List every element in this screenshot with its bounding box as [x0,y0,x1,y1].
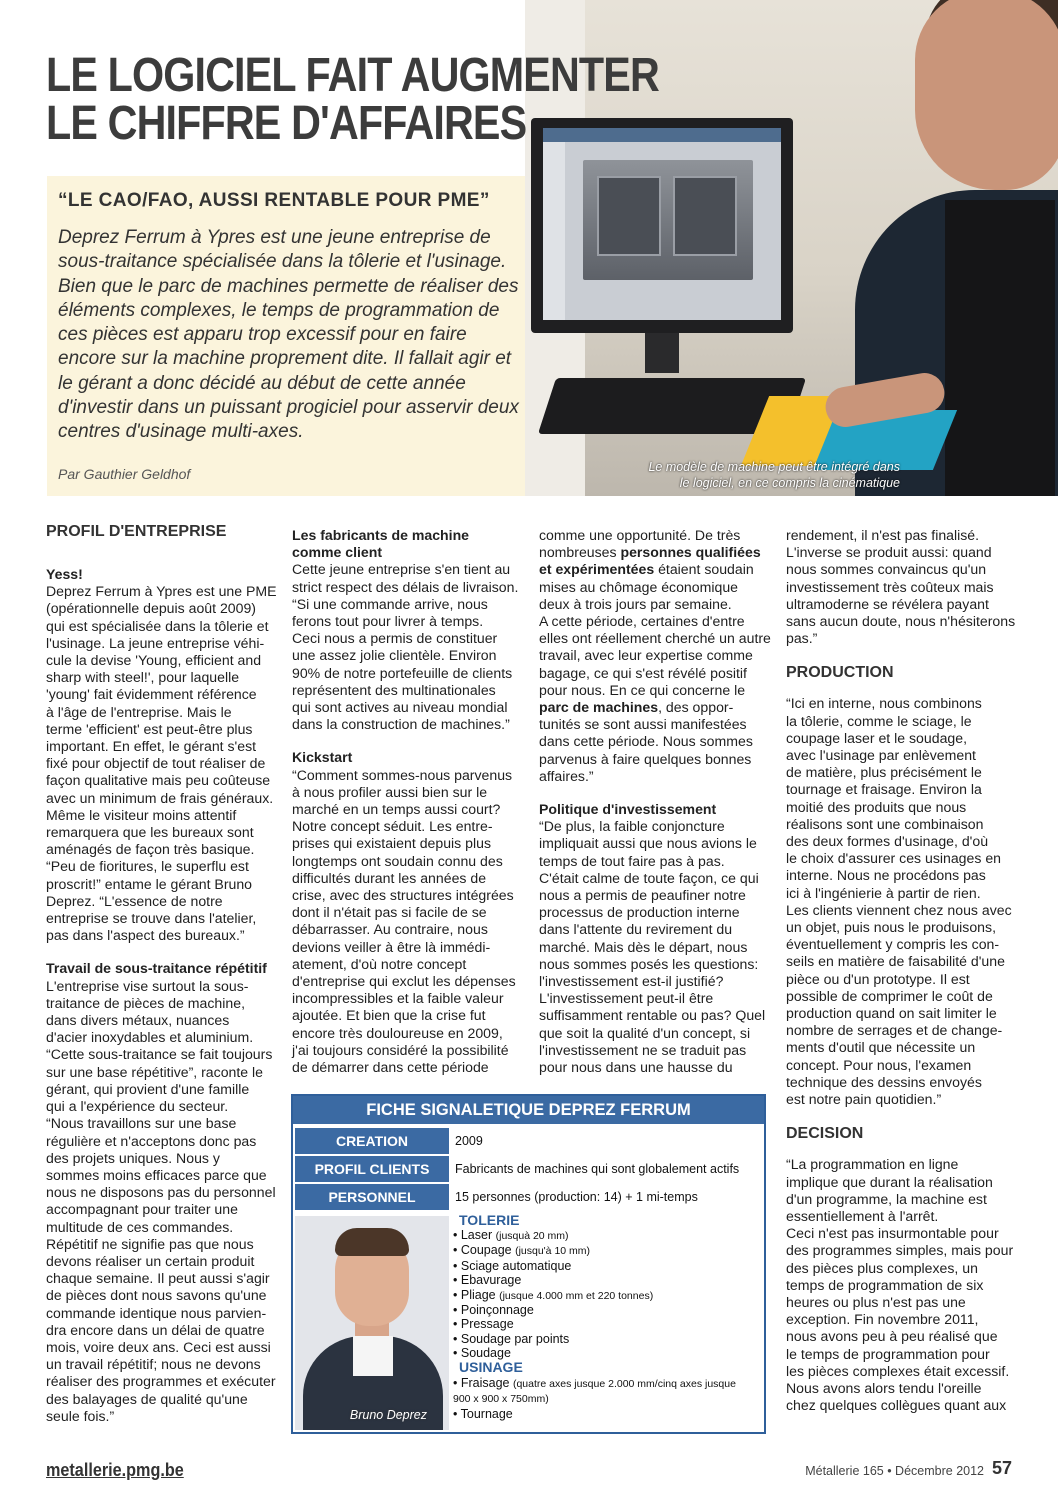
text-line: nous ne disposons pas du personnel [46,1184,276,1201]
text-line: traitance de pièces de machine, [46,994,245,1011]
text-line: d'acier inoxydables et aluminium. [46,1029,254,1046]
text-line: temps de programmation de six [786,1276,984,1293]
text-line: C'était calme de toute façon, ce qui [539,869,759,886]
text-line [539,561,771,578]
text-line: de matière, plus précisément le [786,764,982,781]
fiche-value: 2009 [455,1134,483,1148]
paragraph-kickstart [292,767,524,1077]
text-line: prises qui existaient depuis plus [292,835,491,852]
text-line: ultramoderne se révélera payant [786,595,989,612]
text-line: des pièces plus complexes, un [786,1259,978,1276]
text-line: crise, avec des structures intégrées [292,887,514,904]
text-line: exception. Fin novembre 2011, [786,1311,979,1328]
spec-main: Tournage [460,1406,513,1421]
spec-item [453,1243,763,1258]
text-line: chez quelques collègues quant aux [786,1397,1007,1414]
text-line: Même le visiteur moins attentif [46,806,237,823]
spec-item [453,1228,763,1243]
subheading-travail: Travail de sous-traitance répétitif [46,960,267,977]
text-line: rendement, il n'est pas finalisé. [786,527,980,543]
spec-title-usinage: USINAGE [459,1359,523,1375]
text-line: processus de production interne [539,904,740,921]
text-line: des programmes simples, mais pour [786,1242,1014,1259]
text-line: Répétitif ne signifie pas que nous [46,1235,254,1252]
text-line: pour nous dans une hausse du [539,1059,733,1076]
footer-issue-info: Métallerie 165 • Décembre 2012 [805,1464,984,1478]
spec-main: Pressage [460,1317,514,1332]
text-span: étaient soudain [654,561,754,578]
text-line: sans aucun doute, nous n'hésiterons [786,613,1016,630]
bold-text: et expérimentées [539,561,655,578]
intro-text: Deprez Ferrum à Ypres est une jeune entreprise de sous-traitance spécialisée dans la tôlerie et l'usinage. Bien que le parc de machines permette de réaliser des éléments complexes, le temps de programmation de ces pièces est apparu trop excessif pour en faire encore sur la machine proprement dite. Il fallait agir et le gérant a donc décidé au début de cette année d'investir dans un puissant progiciel pour asservir deux centres d'usinage multi-axes. [58,227,519,443]
spec-main: Ebavurage [460,1273,522,1288]
text-line: dans la construction de machines.” [292,716,510,733]
subheading-politique: Politique d'investissement [539,801,717,818]
text-line: longtemps ont soudain connu des [292,852,503,869]
text-line: commande identique nous parvien- [46,1304,267,1321]
bold-text: personnes qualifiées [620,544,761,561]
text-line: mois, voire deux ans. Ceci est aussi [46,1338,271,1355]
text-line: remarquera que les bureaux sont [46,824,254,841]
text-line [539,699,771,716]
byline: Par Gauthier Geldhof [58,466,191,482]
text-line: sharp with steel!', pour laquelle [46,669,240,686]
spec-item [453,1303,763,1317]
text-line: l'usinage. La jeune entreprise véhi- [46,634,265,651]
bold-text: parc de machines [539,699,659,716]
subheading-yess: Yess! [46,566,83,582]
column-4 [786,527,1018,1414]
text-line: affaires.” [539,767,594,784]
text-line: deux à trois jours par semaine. [539,595,732,612]
article-title-line-2: LE CHIFFRE D'AFFAIRES [46,97,527,150]
text-line: des balayages de qualité qu'une [46,1390,248,1407]
text-line: dra encore dans un délai de quatre [46,1321,265,1338]
spec-title-tolerie: TOLERIE [459,1212,520,1228]
text-line: “Si une commande arrive, nous [292,595,488,612]
text-line: une assez jolie clientèle. Environ [292,647,497,664]
heading-decision: DECISION [786,1125,864,1143]
spec-item [453,1376,763,1391]
text-line: L'inverse se produit aussi: quand [786,544,992,561]
text-line: Cette jeune entreprise s'en tient au [292,561,511,578]
monitor [531,118,793,333]
text-line: représentent des multinationales [292,681,496,698]
text-line: seule fois.” [46,1407,115,1424]
text-line: marché en un temps aussi court? [292,801,501,818]
paragraph-travail [46,978,278,1425]
paragraph-yess [46,583,278,944]
column-3 [539,527,771,1076]
text-line: le temps de programmation pour [786,1345,990,1362]
text-line: aménagés de façon très basique. [46,841,255,858]
text-line: “Nous travaillons sur une base [46,1115,237,1132]
spec-item [453,1332,763,1346]
subheading-fabricants-1: Les fabricants de machine [292,527,470,543]
text-line: marché. Mais dès le départ, nous [539,938,748,955]
spec-detail: (quatre axes jusque 2.000 mm/cinq axes jusque [512,1378,736,1390]
text-line: Nous avons alors tendu l'oreille [786,1379,982,1396]
fiche-row-clients [293,1156,764,1184]
spec-main: Soudage [460,1346,511,1361]
text-line: devons réaliser un certain produit [46,1252,255,1269]
text-line: qui est spécialisée dans la tôlerie et [46,617,269,634]
spec-item [453,1317,763,1331]
spec-detail: 900 x 900 x 750mm) [453,1393,549,1406]
text-line: suffisamment rentable ou pas? Quel [539,1007,766,1024]
text-line: sommes moins efficaces parce que [46,1166,267,1183]
fiche-value: 15 personnes (production: 14) + 1 mi-temps [455,1190,698,1204]
text-line: d'entreprise qui exclut les dépenses [292,973,516,990]
paragraph-fabricants [292,561,524,733]
text-line: de pièces dont nous savons qu'une [46,1287,267,1304]
spec-main: Soudage par points [460,1331,570,1346]
article-title [46,49,665,150]
text-line: façon qualitative mais peu coûteuse [46,772,271,789]
text-line: Les clients viennent chez nous avec [786,901,1012,918]
text-line: “Peu de fioritures, le superflu est [46,858,249,875]
text-line: “La programmation en ligne [786,1156,959,1173]
text-line: 90% de notre portefeuille de clients [292,664,513,681]
text-line: comme une opportunité. De très [539,527,741,543]
text-line: ments d'outil que nécessite un [786,1039,976,1056]
paragraph-personnel [539,579,771,699]
text-line: fixé pour objectif de tout réaliser de [46,755,266,772]
spec-list-tolerie [453,1228,763,1361]
text-line: (opérationnelle depuis août 2009) [46,600,256,617]
text-line: incompressibles et la faible valeur [292,990,504,1007]
text-line: temps de tout faire pas à pas. [539,852,725,869]
column-2 [292,527,524,1076]
spec-list-usinage [453,1376,763,1421]
text-line: réalisons sont une combinaison [786,815,984,832]
text-span: nombreuses [539,544,621,561]
fiche-key: PERSONNEL [295,1184,449,1210]
spec-main: Coupage [460,1243,516,1258]
text-line: dans cette période. Nous sommes [539,733,753,750]
text-line: bagage, ce qui s'est révélé positif [539,664,747,681]
fiche-title: FICHE SIGNALETIQUE DEPREZ FERRUM [293,1096,764,1124]
text-line: “Cette sous-traitance se fait toujours [46,1046,273,1063]
text-line: régulière et n'acceptons donc pas [46,1132,257,1149]
text-line: strict respect des délais de livraison. [292,578,519,595]
portrait-name: Bruno Deprez [349,1408,427,1422]
text-line: sur une base répétitive”, raconte le [46,1063,264,1080]
text-line: accompagnant pour traiter une [46,1201,238,1218]
text-line: éventuellement y compris les con- [786,936,1000,953]
text-line: concept. Pour nous, l'examen [786,1056,972,1073]
fiche-key: PROFIL CLIENTS [295,1156,449,1182]
text-line: seils en matière de faisabilité d'une [786,953,1005,970]
text-line: nous sommes posés les questions: [539,955,759,972]
text-line: pièce ou d'un prototype. Il est [786,970,970,987]
text-line: possible de comprimer le coût de [786,987,993,1004]
spec-main: Poinçonnage [460,1303,534,1318]
paragraph-politique [539,818,771,1076]
text-line: à l'âge de l'entreprise. Mais le [46,703,232,720]
heading-production: PRODUCTION [786,664,894,682]
paragraph-opportunites [539,716,771,785]
text-line: pas dans l'aspect des bureaux.” [46,927,245,944]
spec-item-cont [453,1391,763,1406]
text-line: un travail répétitif; nous ne devons [46,1356,261,1373]
text-line: elles ont réellement cherché un autre [539,630,771,647]
text-line: l'investissement ne se traduit pas [539,1041,747,1058]
text-line: nous avons peu à peu réalisé que [786,1328,998,1345]
fiche-key: CREATION [295,1128,449,1154]
text-line: pour nous. En ce qui concerne le [539,681,746,698]
text-line: parvenus à faire quelques bonnes [539,750,752,767]
text-line: débarrasser. Au contraire, nous [292,921,488,938]
text-line: dans l'attente du revirement du [539,921,733,938]
text-line: Ceci nous a permis de constituer [292,630,498,647]
text-line: coupage laser et le soudage, [786,729,968,746]
spec-main: Laser [460,1228,496,1242]
photo-caption-line-2: le logiciel, en ce compris la cinématique [679,476,900,490]
text-line: tunités se sont aussi manifestées [539,716,747,733]
text-line: ferons tout pour livrer à temps. [292,613,484,630]
spec-detail: (jusqu'à 10 mm) [515,1245,591,1258]
spec-main: Pliage [460,1287,500,1302]
footer-site-link[interactable]: metallerie.pmg.be [46,1460,184,1480]
article-title-line-1: LE LOGICIEL FAIT AUGMENTER [46,49,659,102]
photo-caption [600,459,900,491]
text-line: L'entreprise vise surtout la sous- [46,977,249,994]
text-line: production quand on sait limiter le [786,1005,997,1022]
text-line: réaliser des programmes et exécuter [46,1373,276,1390]
paragraph-decision [786,1156,1018,1414]
fiche-value: Fabricants de machines qui sont globalement actifs [455,1162,740,1176]
text-line: terme 'efficient' est peut-être plus [46,720,253,737]
spec-main: Fraisage [460,1376,513,1390]
text-line: chaque semaine. Il peut aussi s'agir [46,1270,270,1287]
text-line: est notre pain quotidien.” [786,1091,942,1108]
text-line: proscrit!” entame le gérant Bruno [46,875,253,892]
text-line: multitude de ces commandes. [46,1218,234,1235]
text-line: devions veiller à être là immédi- [292,938,491,955]
heading-profil: PROFIL D'ENTREPRISE [46,523,227,540]
text-line: d'un programme, la machine est [786,1190,987,1207]
fiche-signaletique [291,1094,766,1434]
text-line: moitié des produits que nous [786,798,967,815]
text-line: un objet, puis nous le produisons, [786,919,996,936]
text-line: heures ou plus n'est pas une [786,1293,966,1310]
text-line: qui a l'expérience du secteur. [46,1098,229,1115]
text-line: nous sommes convaincus qu'un [786,561,987,578]
text-line: interne. Nous ne procédons pas [786,867,986,884]
spec-item [453,1259,763,1273]
spec-detail: (jusque 4.000 mm et 220 tonnes) [499,1289,654,1302]
text-line: cule la devise 'Young, efficient and [46,652,262,669]
text-line: dont il n'était pas si facile de se [292,904,487,921]
text-line: nombre de serrages et de change- [786,1022,1003,1039]
paragraph-production [786,695,1018,1108]
text-line: atement, d'où notre concept [292,955,467,972]
spec-main: Sciage automatique [460,1258,572,1273]
spec-detail: (jusquà 20 mm) [495,1230,569,1242]
fiche-row-creation [293,1128,764,1156]
text-line: investissement très coûteux mais [786,578,994,595]
column-1 [46,522,278,1425]
text-line: tournage et fraisage. Environ la [786,781,982,798]
text-line: entreprise se trouve dans l'atelier, [46,910,257,927]
text-line: mises au chômage économique [539,578,738,595]
text-span: , des oppor- [658,699,734,716]
text-line: Notre concept séduit. Les entre- [292,818,493,835]
spec-item [453,1288,763,1303]
text-line: difficultés durant les années de [292,869,487,886]
text-line: dans divers métaux, nuances [46,1012,230,1029]
intro-subtitle: “LE CAO/FAO, AUSSI RENTABLE POUR PME” [58,190,490,211]
paragraph-rendement [786,527,1018,647]
subheading-kickstart: Kickstart [292,749,353,766]
text-line: “Ici en interne, nous combinons [786,695,982,712]
text-line [539,544,771,561]
photo-caption-line-1: Le modèle de machine peut être intégré dans [648,460,900,474]
text-line: ajoutée. Et bien que la crise fut [292,1007,486,1024]
text-line: “De plus, la faible conjoncture [539,818,725,835]
text-line: de démarrer dans cette période [292,1059,489,1076]
text-line: L'investissement peut-il être [539,990,714,1007]
text-line: gérant, qui provient d'une famille [46,1080,250,1097]
text-line: important. En effet, le gérant s'est [46,738,257,755]
text-line: “Comment sommes-nous parvenus [292,766,513,783]
text-line: des deux formes d'usinage, d'où [786,833,989,850]
text-line: la tôlerie, comme le sciage, le [786,712,972,729]
text-line: des projets uniques. Nous y [46,1149,220,1166]
portrait-photo [295,1216,449,1430]
text-line: qui sont actives au niveau mondial [292,699,508,716]
text-line: implique que durant la réalisation [786,1173,993,1190]
text-line: impliquait aussi que nous avions le [539,835,757,852]
text-line: nous a permis de peaufiner notre [539,887,746,904]
text-line: 'young' fait évidemment référence [46,686,257,703]
text-line: A cette période, certaines d'entre [539,613,745,630]
text-line: le choix d'assurer ces usinages en [786,850,1001,867]
subheading-fabricants-2: comme client [292,544,383,561]
fiche-row-personnel [293,1184,764,1212]
text-line: technique des dessins envoyés [786,1073,982,1090]
text-line: que soit la qualité d'un concept, si [539,1024,751,1041]
spec-item [453,1273,763,1287]
text-line: ici à l'ingénierie à partir de rien. [786,884,981,901]
spec-item [453,1407,763,1421]
text-line: Ceci n'est pas insurmontable pour [786,1225,999,1242]
text-line: avec l'usinage par enlèvement [786,747,976,764]
text-line: l'investissement est-il justifié? [539,973,724,990]
text-line: encore très douloureuse en 2009, [292,1024,503,1041]
text-line: à nous profiler aussi bien sur le [292,783,488,800]
text-line: j'ai toujours considéré la possibilité [292,1041,509,1058]
text-line: avec un minimum de frais généraux. [46,789,274,806]
text-line: Deprez Ferrum à Ypres est une PME [46,583,277,600]
text-line: pas.” [786,630,818,647]
page-number: 57 [991,1458,1012,1478]
text-line: essentiellement à l'arrêt. [786,1207,939,1224]
text-line: travail, avec leur expertise comme [539,647,753,664]
text-line: les pièces complexes était excessif. [786,1362,1010,1379]
text-line: Deprez. “L'essence de notre [46,892,223,909]
